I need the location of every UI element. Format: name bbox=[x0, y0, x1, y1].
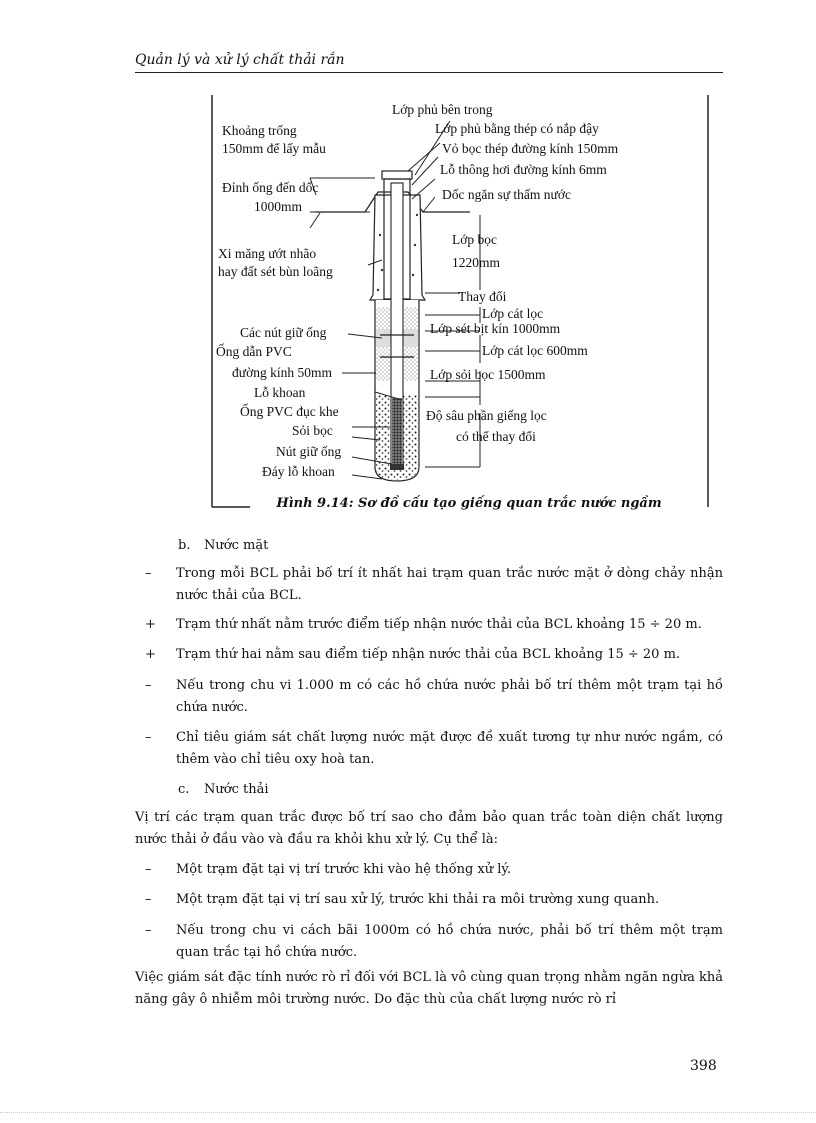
label-screen-depth: Độ sâu phần giếng lọc bbox=[426, 408, 547, 423]
label-headspace-size: 150mm để lấy mẫu bbox=[222, 141, 326, 156]
list-item: Trạm thứ hai nằm sau điểm tiếp nhận nước thải của BCL khoảng 15 ÷ 20 m. bbox=[176, 647, 681, 662]
list-marker: – bbox=[145, 730, 152, 745]
list-marker: – bbox=[145, 678, 152, 693]
page-number: 398 bbox=[690, 1058, 717, 1074]
label-steel-casing: Vỏ bọc thép đường kính 150mm bbox=[442, 141, 619, 156]
list-item: Chỉ tiêu giám sát chất lượng nước mặt được đề xuất tương tự như nước ngầm, có thêm vào chỉ tiêu oxy hoà tan. bbox=[176, 730, 723, 767]
label-grout-alt: hay đất sét bùn loãng bbox=[218, 264, 333, 279]
list-item: Trạm thứ nhất nằm trước điểm tiếp nhận nước thải của BCL khoảng 15 ÷ 20 m. bbox=[176, 617, 702, 632]
label-grout: Xi măng ướt nhão bbox=[218, 246, 317, 261]
label-plug: Nút giữ ống bbox=[276, 444, 342, 459]
list-marker: + bbox=[145, 617, 156, 632]
label-headspace: Khoảng trống bbox=[222, 123, 297, 138]
label-pipe-top-size: 1000mm bbox=[254, 199, 303, 214]
label-vent-hole: Lỗ thông hơi đường kính 6mm bbox=[440, 162, 607, 177]
closing-paragraph: Việc giám sát đặc tính nước rò rỉ đối với BCL là vô cùng quan trọng nhằm ngăn ngừa khả năng gây ô nhiễm môi trường nước. Do đặc thù của chất lượng nước rò rỉ bbox=[135, 970, 723, 1007]
label-sand-filter: Lớp cát lọc bbox=[482, 306, 544, 321]
list-item: Nếu trong chu vi cách bãi 1000m có hồ chứa nước, phải bố trí thêm một trạm quan trắc tại hồ chứa nước. bbox=[176, 923, 723, 960]
label-variable: Thay đổi bbox=[458, 289, 507, 304]
label-clay-seal: Lớp sét bịt kín 1000mm bbox=[430, 321, 561, 336]
list-marker: – bbox=[145, 862, 152, 877]
well-diagram-figure bbox=[210, 95, 710, 510]
footer-divider bbox=[0, 1112, 816, 1113]
label-slotted-pvc: Ống PVC đục khe bbox=[240, 404, 339, 419]
list-marker: – bbox=[145, 566, 152, 581]
running-header bbox=[135, 50, 723, 73]
label-lining: Lớp bọc bbox=[452, 232, 498, 247]
list-marker: + bbox=[145, 647, 156, 662]
label-pvc-diameter: đường kính 50mm bbox=[232, 365, 332, 380]
label-screen-variable: có thể thay đổi bbox=[456, 429, 536, 444]
list-marker: – bbox=[145, 892, 152, 907]
section-b-mark: b. bbox=[178, 538, 191, 553]
label-pvc-pipe: Ống dẫn PVC bbox=[216, 344, 292, 359]
section-c-mark: c. bbox=[178, 782, 190, 797]
label-pipe-top: Đỉnh ống đến dốc bbox=[222, 180, 319, 195]
label-slope: Dốc ngăn sự thấm nước bbox=[442, 187, 571, 202]
list-item: Trong mỗi BCL phải bố trí ít nhất hai trạm quan trắc nước mặt ở dòng chảy nhận nước thải của BCL. bbox=[176, 566, 723, 603]
list-item: Một trạm đặt tại vị trí sau xử lý, trước khi thải ra môi trường xung quanh. bbox=[176, 892, 660, 907]
label-gravel: Sỏi bọc bbox=[292, 423, 333, 438]
section-c-intro: Vị trí các trạm quan trắc được bố trí sao cho đảm bảo quan trắc toàn diện chất lượng nước thải ở đầu vào và đầu ra khỏi khu xử lý. Cụ thể là: bbox=[135, 810, 723, 847]
section-b-heading: Nước mặt bbox=[204, 538, 269, 553]
list-item: Một trạm đặt tại vị trí trước khi vào hệ thống xử lý. bbox=[176, 862, 512, 877]
label-steel-lid: Lớp phủ bằng thép có nắp đậy bbox=[435, 121, 599, 136]
label-gravel-pack: Lớp sỏi bọc 1500mm bbox=[430, 367, 546, 382]
header-title: Quản lý và xử lý chất thải rắn bbox=[135, 52, 345, 68]
label-sand-filter-600: Lớp cát lọc 600mm bbox=[482, 343, 588, 358]
label-borehole: Lỗ khoan bbox=[254, 385, 306, 400]
label-centralizers: Các nút giữ ống bbox=[240, 325, 327, 340]
label-lining-size: 1220mm bbox=[452, 255, 501, 270]
label-borehole-bottom: Đáy lỗ khoan bbox=[262, 464, 335, 479]
section-c-heading: Nước thải bbox=[204, 782, 269, 797]
label-inner-cover: Lớp phủ bên trong bbox=[392, 102, 493, 117]
bottom-plug bbox=[390, 464, 404, 470]
list-item: Nếu trong chu vi 1.000 m có các hồ chứa nước phải bố trí thêm một trạm tại hồ chứa nước. bbox=[176, 678, 723, 715]
slotted-pvc bbox=[392, 398, 402, 464]
list-marker: – bbox=[145, 923, 152, 938]
figure-caption: Hình 9.14: Sơ đồ cấu tạo giếng quan trắc nước ngầm bbox=[276, 496, 662, 511]
steel-cap bbox=[382, 171, 412, 179]
